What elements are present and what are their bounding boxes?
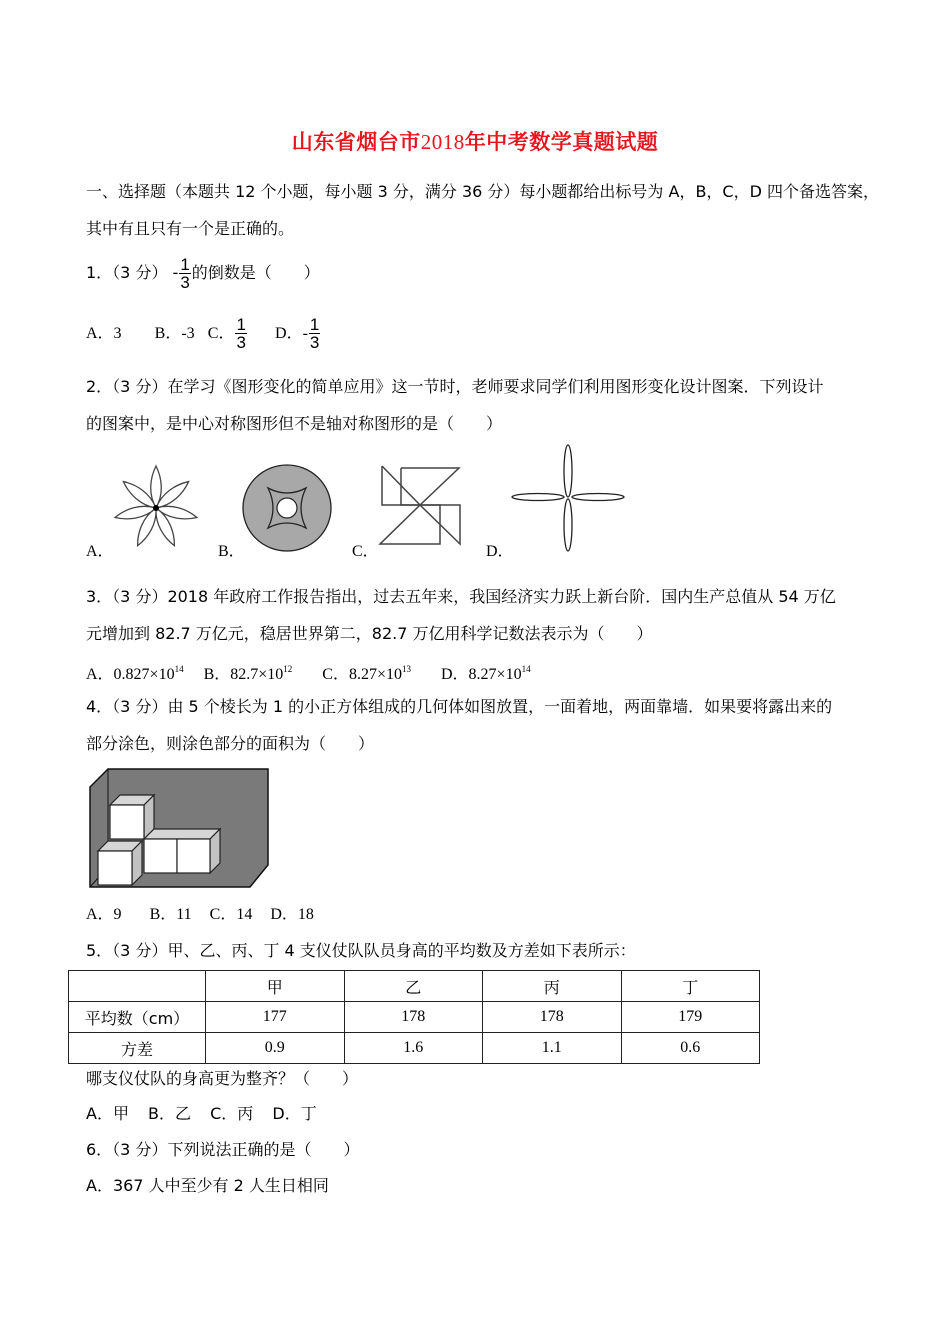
title-part-2: 年中考数学真题试题 — [464, 130, 659, 154]
q2-option-d-label: D． — [486, 543, 514, 560]
table-header-row — [69, 971, 760, 1002]
q1-c-den: 3 — [236, 333, 246, 352]
flower-figure — [110, 462, 202, 554]
q4-option-d: D．18 — [270, 906, 314, 923]
section-instructions-line1: 一、选择题（本题共 12 个小题，每小题 3 分，满分 36 分）每小题都给出标号为 A，B，C，D 四个备选答案， — [86, 182, 880, 201]
coin-figure — [232, 460, 342, 560]
height-stats-table — [68, 970, 760, 1064]
q1-option-d-label: D．- — [275, 325, 308, 342]
q1-d-den: 3 — [309, 333, 320, 352]
section-instructions-line2: 其中有且只有一个是正确的。 — [86, 219, 295, 238]
q3-b-exp: 12 — [283, 664, 293, 674]
cubes-figure — [88, 767, 270, 889]
q1-option-c-fraction — [235, 316, 246, 351]
q4-option-a: A．9 — [86, 906, 122, 923]
q3-c-exp: 13 — [402, 664, 411, 674]
document-title — [0, 126, 950, 156]
question-4-line1: 4．（3 分）由 5 个棱长为 1 的小正方体组成的几何体如图放置，一面着地，两面靠墙．如果要将露出来的 — [86, 697, 833, 716]
q5-option-b: B．乙 — [148, 1104, 192, 1123]
q1-option-b: B．-3 — [154, 325, 195, 342]
question-6-line1: 6．（3 分）下列说法正确的是（ ） — [86, 1140, 360, 1159]
question-5-line1: 5．（3 分）甲、乙、丙、丁 4 支仪仗队队员身高的平均数及方差如下表所示： — [86, 941, 636, 960]
q1-d-num: 1 — [309, 315, 320, 334]
question-4-options — [86, 905, 314, 925]
table-header-cell: 乙 — [344, 971, 483, 1002]
table-header-cell: 甲 — [206, 971, 345, 1002]
q1-prefix: 1．（3 分） — [86, 263, 168, 282]
question-2-line1: 2．（3 分）在学习《图形变化的简单应用》这一节时，老师要求同学们利用图形变化设计图案．下列设计 — [86, 377, 824, 396]
table-row — [69, 1033, 760, 1064]
table-cell: 1.6 — [344, 1033, 483, 1064]
q3-option-a — [86, 666, 184, 683]
four-petal-figure — [508, 443, 628, 555]
q3-d-exp: 14 — [521, 664, 531, 674]
question-3-line2: 元增加到 82.7 万亿元，稳居世界第二，82.7 万亿用科学记数法表示为（ ） — [86, 624, 653, 643]
q1-c-num: 1 — [236, 315, 246, 334]
q4-option-c: C．14 — [209, 906, 253, 923]
table-header-cell — [69, 971, 206, 1002]
question-3-options — [86, 659, 531, 685]
q1-minus: - — [172, 263, 179, 282]
table-cell: 178 — [344, 1002, 483, 1033]
q1-option-d-fraction — [309, 316, 320, 351]
question-3-line1: 3．（3 分）2018 年政府工作报告指出，过去五年来，我国经济实力跃上新台阶．国内生产总值从 54 万亿 — [86, 587, 836, 606]
q2-option-a-label: A． — [86, 543, 114, 560]
question-6-option-a: A．367 人中至少有 2 人生日相同 — [86, 1176, 329, 1195]
q3-a-exp: 14 — [174, 664, 184, 674]
table-cell: 178 — [483, 1002, 622, 1033]
question-2-line2: 的图案中，是中心对称图形但不是轴对称图形的是（ ） — [86, 414, 503, 433]
q2-option-b-label: B． — [218, 543, 245, 560]
q3-d-base: D．8.27×10 — [441, 666, 522, 683]
q3-option-b — [204, 666, 293, 683]
q1-frac-num: 1 — [180, 255, 190, 274]
table-row-label: 方差 — [69, 1033, 206, 1064]
q5-option-c: C．丙 — [210, 1104, 254, 1123]
table-cell: 177 — [206, 1002, 345, 1033]
q2-option-c-label: C． — [352, 543, 379, 560]
q3-option-c — [322, 666, 411, 683]
q3-option-d — [441, 666, 531, 683]
q1-frac-den: 3 — [180, 273, 190, 292]
table-cell: 179 — [621, 1002, 760, 1033]
q3-a-base: A．0.827×10 — [86, 666, 175, 683]
q5-option-a: A．甲 — [86, 1104, 129, 1123]
q1-option-a: A．3 — [86, 325, 122, 342]
q4-option-b: B．11 — [149, 906, 192, 923]
table-cell: 1.1 — [483, 1033, 622, 1064]
q5-option-d: D．丁 — [272, 1104, 317, 1123]
title-part-1: 山东省烟台市 — [291, 130, 421, 154]
q3-b-base: B．82.7×10 — [203, 666, 284, 683]
table-cell: 0.6 — [621, 1033, 760, 1064]
title-year: 2018 — [420, 130, 465, 154]
table-cell: 0.9 — [206, 1033, 345, 1064]
question-1 — [86, 256, 320, 291]
table-header-cell: 丁 — [621, 971, 760, 1002]
table-header-cell: 丙 — [483, 971, 622, 1002]
pinwheel-figure — [370, 462, 470, 554]
table-row-label: 平均数（cm） — [69, 1002, 206, 1033]
question-4-line2: 部分涂色，则涂色部分的面积为（ ） — [86, 734, 375, 753]
question-1-options — [86, 316, 321, 351]
q1-option-c-label: C． — [207, 325, 235, 342]
q3-c-base: C．8.27×10 — [322, 666, 402, 683]
question-5-options — [86, 1104, 317, 1124]
q1-fraction — [179, 256, 190, 291]
table-row — [69, 1002, 760, 1033]
q1-suffix: 的倒数是（ ） — [191, 263, 320, 282]
question-5-prompt: 哪支仪仗队的身高更为整齐？（ ） — [86, 1069, 359, 1088]
